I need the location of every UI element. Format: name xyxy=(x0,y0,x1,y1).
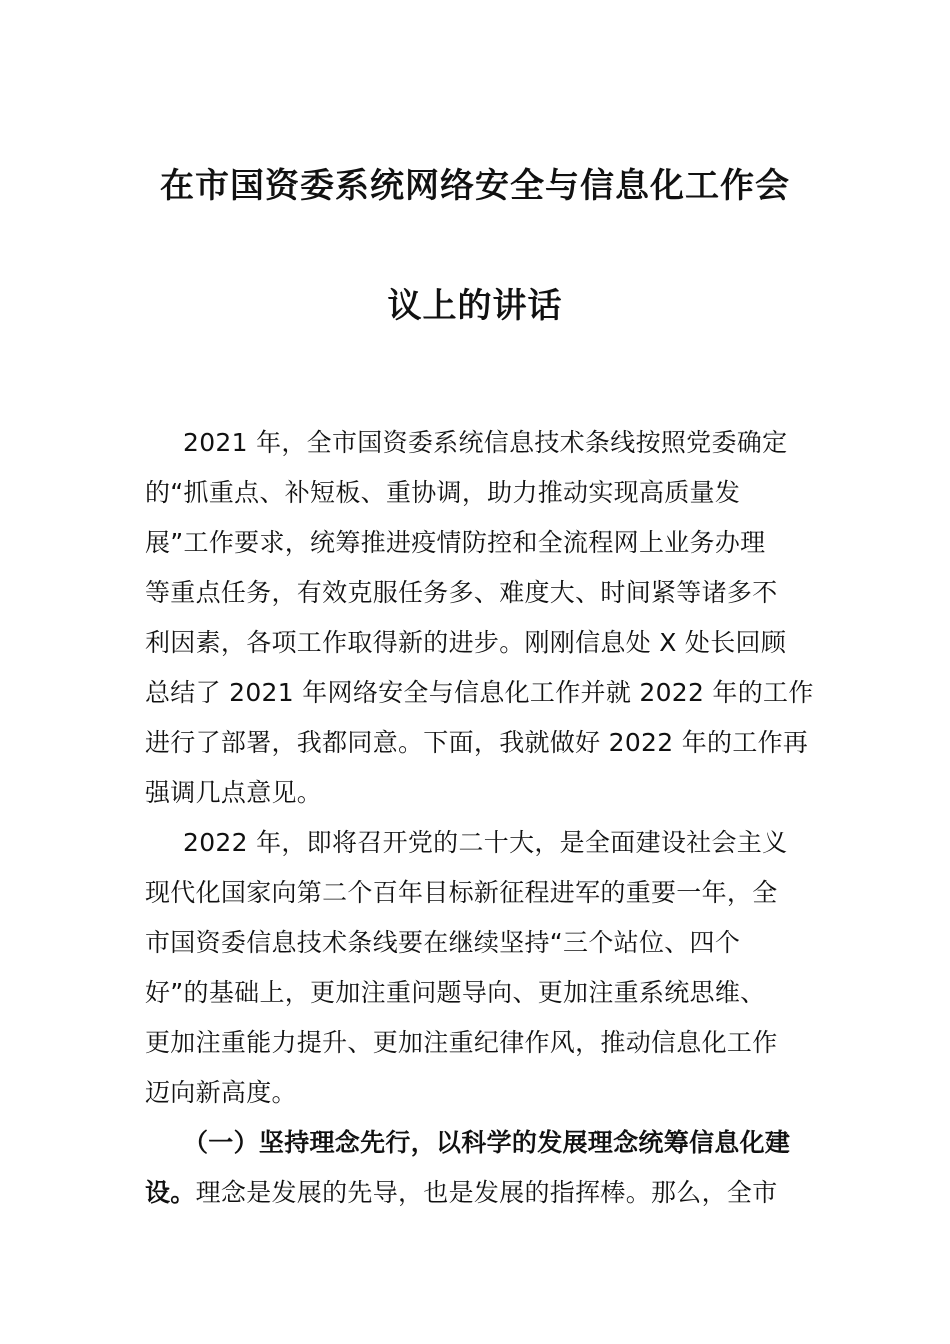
paragraph-2-line: 好”的基础上，更加注重问题导向、更加注重系统思维、 xyxy=(145,978,766,1007)
paragraph-3-line xyxy=(145,1173,778,1209)
paragraph-1-line: 强调几点意见。 xyxy=(145,778,323,807)
paragraph-1-line: 进行了部署，我都同意。下面，我就做好 2022 年的工作再 xyxy=(145,728,809,757)
paragraph-1-line: 等重点任务，有效克服任务多、难度大、时间紧等诸多不 xyxy=(145,578,778,607)
section-heading-line-2: 设。 xyxy=(145,1178,196,1207)
section-heading-line-1: （一）坚持理念先行，以科学的发展理念统筹信息化建 xyxy=(183,1128,791,1157)
paragraph-2-line: 现代化国家向第二个百年目标新征程进军的重要一年，全 xyxy=(145,878,778,907)
document-title-line-2: 议上的讲话 xyxy=(387,286,563,326)
paragraph-2-line: 市国资委信息技术条线要在继续坚持“三个站位、四个 xyxy=(145,928,741,957)
paragraph-1-line: 的“抓重点、补短板、重协调，助力推动实现高质量发 xyxy=(145,478,741,507)
paragraph-1-line: 2021 年，全市国资委系统信息技术条线按照党委确定 xyxy=(183,428,788,457)
paragraph-1-line: 总结了 2021 年网络安全与信息化工作并就 2022 年的工作 xyxy=(145,678,814,707)
paragraph-3-text: 理念是发展的先导，也是发展的指挥棒。那么，全市 xyxy=(195,1178,778,1207)
paragraph-2-line: 2022 年，即将召开党的二十大，是全面建设社会主义 xyxy=(183,828,788,857)
paragraph-1-line: 展”工作要求，统筹推进疫情防控和全流程网上业务办理 xyxy=(145,528,766,557)
paragraph-1-line: 利因素，各项工作取得新的进步。刚刚信息处 X 处长回顾 xyxy=(145,628,787,657)
document-title-line-1: 在市国资委系统网络安全与信息化工作会 xyxy=(160,166,790,206)
paragraph-2-line: 更加注重能力提升、更加注重纪律作风，推动信息化工作 xyxy=(145,1028,778,1057)
paragraph-2-line: 迈向新高度。 xyxy=(145,1078,297,1107)
